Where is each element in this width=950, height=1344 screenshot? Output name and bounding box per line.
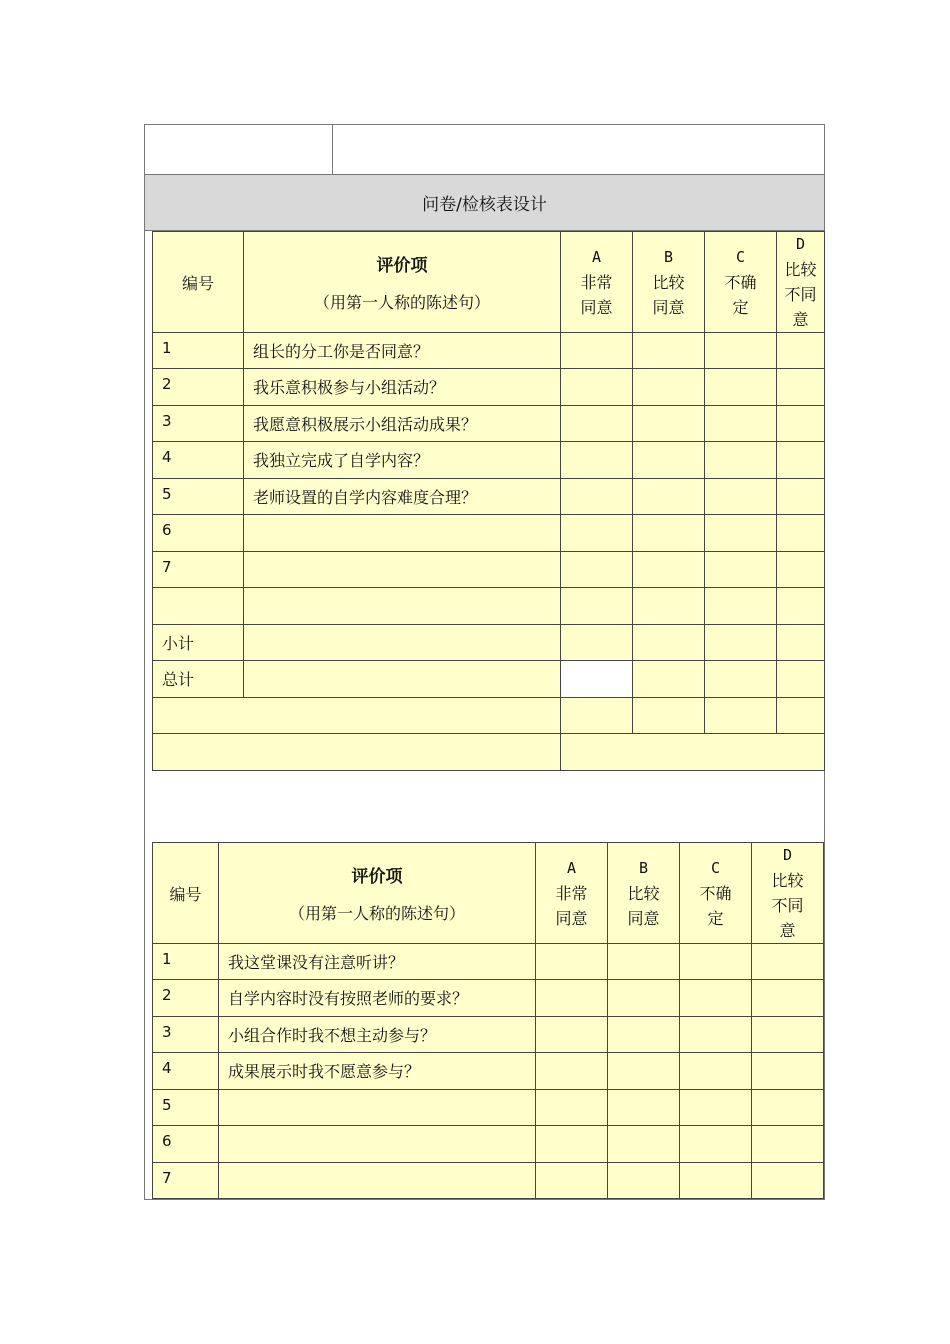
row-number [153, 588, 244, 625]
row-statement: 我愿意积极展示小组活动成果？ [244, 406, 561, 442]
answer-cell-a[interactable] [536, 1090, 608, 1126]
blank-cell-d[interactable] [777, 698, 825, 734]
answer-cell-d[interactable] [752, 980, 824, 1017]
total-cell-d[interactable] [777, 661, 825, 698]
blank-wide-cell [153, 698, 561, 734]
section-title: 问卷/检核表设计 [145, 175, 824, 231]
header-option-d [777, 232, 825, 333]
option-line: 意 [792, 310, 809, 329]
answer-cell-a[interactable] [561, 515, 633, 552]
table-row [153, 944, 824, 980]
option-letter: B [638, 858, 649, 877]
header-item-title: 评价项 [351, 867, 403, 887]
answer-cell-d[interactable] [777, 479, 825, 515]
answer-cell-b[interactable] [633, 588, 705, 625]
row-number: 6 [153, 515, 244, 552]
answer-cell-d[interactable] [777, 369, 825, 406]
answer-cell-c[interactable] [705, 369, 777, 406]
option-line: 非常 [555, 883, 588, 903]
header-item-subtitle: （用第一人称的陈述句） [288, 904, 465, 923]
option-letter: B [663, 247, 674, 266]
blank-cell-c[interactable] [705, 698, 777, 734]
option-line: 不同 [771, 896, 804, 915]
answer-cell-b[interactable] [608, 980, 680, 1017]
table-row [153, 552, 825, 588]
table-row [153, 333, 825, 369]
answer-cell-c[interactable] [705, 333, 777, 369]
option-letter: D [795, 235, 806, 253]
table-row [153, 1053, 824, 1090]
answer-cell-d[interactable] [752, 1017, 824, 1053]
option-letter: D [782, 846, 793, 864]
answer-cell-a[interactable] [561, 369, 633, 406]
option-line: 同意 [627, 908, 660, 928]
option-line: 同意 [555, 908, 588, 928]
header-item [219, 843, 536, 944]
row-statement [219, 1126, 536, 1163]
row-statement [219, 1163, 536, 1199]
row-statement: 小组合作时我不想主动参与？ [219, 1017, 536, 1053]
blank-wide-cell [153, 734, 561, 771]
answer-cell-c[interactable] [680, 1053, 752, 1090]
header-option-c [680, 843, 752, 944]
answer-cell-d[interactable] [752, 1053, 824, 1090]
option-letter: A [591, 247, 602, 266]
answer-cell-d[interactable] [777, 406, 825, 442]
subtotal-cell-b[interactable] [633, 625, 705, 661]
answer-cell-c[interactable] [705, 588, 777, 625]
row-number: 6 [153, 1126, 219, 1163]
answer-cell-d[interactable] [752, 944, 824, 980]
table-row [153, 980, 824, 1017]
blank-row [153, 734, 825, 771]
subtotal-label: 小计 [153, 625, 244, 661]
answer-cell-a[interactable] [561, 406, 633, 442]
answer-cell-a[interactable] [561, 588, 633, 625]
answer-cell-a[interactable] [561, 333, 633, 369]
answer-cell-c[interactable] [705, 552, 777, 588]
option-line: 不确 [699, 883, 732, 903]
option-line: 定 [707, 908, 724, 928]
option-letter: C [735, 247, 746, 266]
answer-cell-b[interactable] [633, 406, 705, 442]
option-letter: A [566, 858, 577, 877]
table-row [153, 515, 825, 552]
answer-cell-b[interactable] [608, 1163, 680, 1199]
option-line: 比较 [652, 272, 685, 292]
row-number: 5 [153, 1090, 219, 1126]
row-statement: 我乐意积极参与小组活动？ [244, 369, 561, 406]
subtotal-cell-d[interactable] [777, 625, 825, 661]
table-header-row [153, 232, 825, 333]
blank-row [153, 698, 825, 734]
header-option-c [705, 232, 777, 333]
answer-cell-a[interactable] [561, 442, 633, 479]
row-number: 4 [153, 1053, 219, 1090]
total-label: 总计 [153, 661, 244, 698]
answer-cell-b[interactable] [608, 1017, 680, 1053]
answer-cell-a[interactable] [536, 1017, 608, 1053]
header-item-subtitle: （用第一人称的陈述句） [313, 293, 490, 312]
blank-cell-a[interactable] [561, 698, 633, 734]
answer-cell-d[interactable] [777, 442, 825, 479]
option-line: 比较 [627, 883, 660, 903]
row-statement: 自学内容时没有按照老师的要求？ [219, 980, 536, 1017]
answer-cell-a[interactable] [561, 552, 633, 588]
row-statement: 我独立完成了自学内容？ [244, 442, 561, 479]
row-statement [244, 588, 561, 625]
answer-cell-b[interactable] [608, 1126, 680, 1163]
answer-cell-b[interactable] [633, 369, 705, 406]
answer-cell-a[interactable] [536, 1053, 608, 1090]
row-number: 4 [153, 442, 244, 479]
subtotal-cell-c[interactable] [705, 625, 777, 661]
total-cell-c[interactable] [705, 661, 777, 698]
answer-cell-d[interactable] [777, 333, 825, 369]
header-item-title: 评价项 [376, 256, 428, 276]
answer-cell-d[interactable] [777, 552, 825, 588]
row-number: 7 [153, 1163, 219, 1199]
answer-cell-a[interactable] [536, 944, 608, 980]
row-statement: 成果展示时我不愿意参与？ [219, 1053, 536, 1090]
header-option-a [536, 843, 608, 944]
answer-cell-b[interactable] [608, 1090, 680, 1126]
row-statement: 我这堂课没有注意听讲？ [219, 944, 536, 980]
header-item [244, 232, 561, 333]
option-line: 比较 [784, 260, 817, 279]
option-line: 定 [732, 297, 749, 317]
header-number: 编号 [153, 843, 219, 944]
header-option-d [752, 843, 824, 944]
header-option-a [561, 232, 633, 333]
answer-cell-c[interactable] [680, 980, 752, 1017]
answer-cell-a[interactable] [561, 479, 633, 515]
answer-cell-c[interactable] [705, 442, 777, 479]
row-number: 2 [153, 980, 219, 1017]
table-row [153, 406, 825, 442]
row-number: 7 [153, 552, 244, 588]
row-statement [244, 552, 561, 588]
answer-cell-d[interactable] [777, 515, 825, 552]
subtotal-row [153, 625, 825, 661]
row-statement: 老师设置的自学内容难度合理？ [244, 479, 561, 515]
header-option-b [608, 843, 680, 944]
answer-cell-b[interactable] [633, 333, 705, 369]
total-cell-b[interactable] [633, 661, 705, 698]
answer-cell-c[interactable] [705, 406, 777, 442]
answer-cell-b[interactable] [633, 552, 705, 588]
option-line: 比较 [771, 871, 804, 890]
option-line: 非常 [580, 272, 613, 292]
answer-cell-b[interactable] [633, 479, 705, 515]
answer-cell-d[interactable] [752, 1126, 824, 1163]
table-row [153, 442, 825, 479]
row-number: 1 [153, 333, 244, 369]
row-number: 1 [153, 944, 219, 980]
answer-cell-c[interactable] [680, 1017, 752, 1053]
answer-cell-c[interactable] [680, 1126, 752, 1163]
answer-cell-b[interactable] [633, 515, 705, 552]
answer-cell-c[interactable] [705, 515, 777, 552]
answer-cell-b[interactable] [633, 442, 705, 479]
header-number: 编号 [153, 232, 244, 333]
row-number: 3 [153, 1017, 219, 1053]
answer-cell-b[interactable] [608, 1053, 680, 1090]
table-row [153, 1090, 824, 1126]
row-number: 2 [153, 369, 244, 406]
total-row [153, 661, 825, 698]
survey-table-negative [152, 842, 824, 1199]
blank-cell-b[interactable] [633, 698, 705, 734]
table-row [153, 479, 825, 515]
answer-cell-a[interactable] [536, 1126, 608, 1163]
answer-cell-d[interactable] [752, 1090, 824, 1126]
answer-cell-c[interactable] [705, 479, 777, 515]
answer-cell-b[interactable] [608, 944, 680, 980]
row-statement [219, 1090, 536, 1126]
total-blank [244, 661, 561, 698]
option-letter: C [710, 858, 721, 877]
top-header-cell [145, 125, 333, 174]
subtotal-cell-a[interactable] [561, 625, 633, 661]
blank-merged-cell [561, 734, 825, 771]
header-option-b [633, 232, 705, 333]
answer-cell-d[interactable] [777, 588, 825, 625]
answer-cell-c[interactable] [680, 944, 752, 980]
table-row [153, 1017, 824, 1053]
option-line: 不确 [724, 272, 757, 292]
answer-cell-d[interactable] [752, 1163, 824, 1199]
option-line: 同意 [652, 297, 685, 317]
row-number: 5 [153, 479, 244, 515]
row-number: 3 [153, 406, 244, 442]
answer-cell-a[interactable] [536, 980, 608, 1017]
table-row [153, 369, 825, 406]
row-statement [244, 515, 561, 552]
table-row [153, 588, 825, 625]
total-cell-a[interactable] [561, 661, 633, 698]
top-header-row [145, 125, 824, 175]
option-line: 意 [779, 921, 796, 940]
survey-table-positive [152, 231, 825, 771]
option-line: 不同 [784, 285, 817, 304]
table-row [153, 1126, 824, 1163]
answer-cell-c[interactable] [680, 1163, 752, 1199]
option-line: 同意 [580, 297, 613, 317]
table-row [153, 1163, 824, 1199]
subtotal-blank [244, 625, 561, 661]
answer-cell-c[interactable] [680, 1090, 752, 1126]
answer-cell-a[interactable] [536, 1163, 608, 1199]
table-header-row [153, 843, 824, 944]
row-statement: 组长的分工你是否同意？ [244, 333, 561, 369]
